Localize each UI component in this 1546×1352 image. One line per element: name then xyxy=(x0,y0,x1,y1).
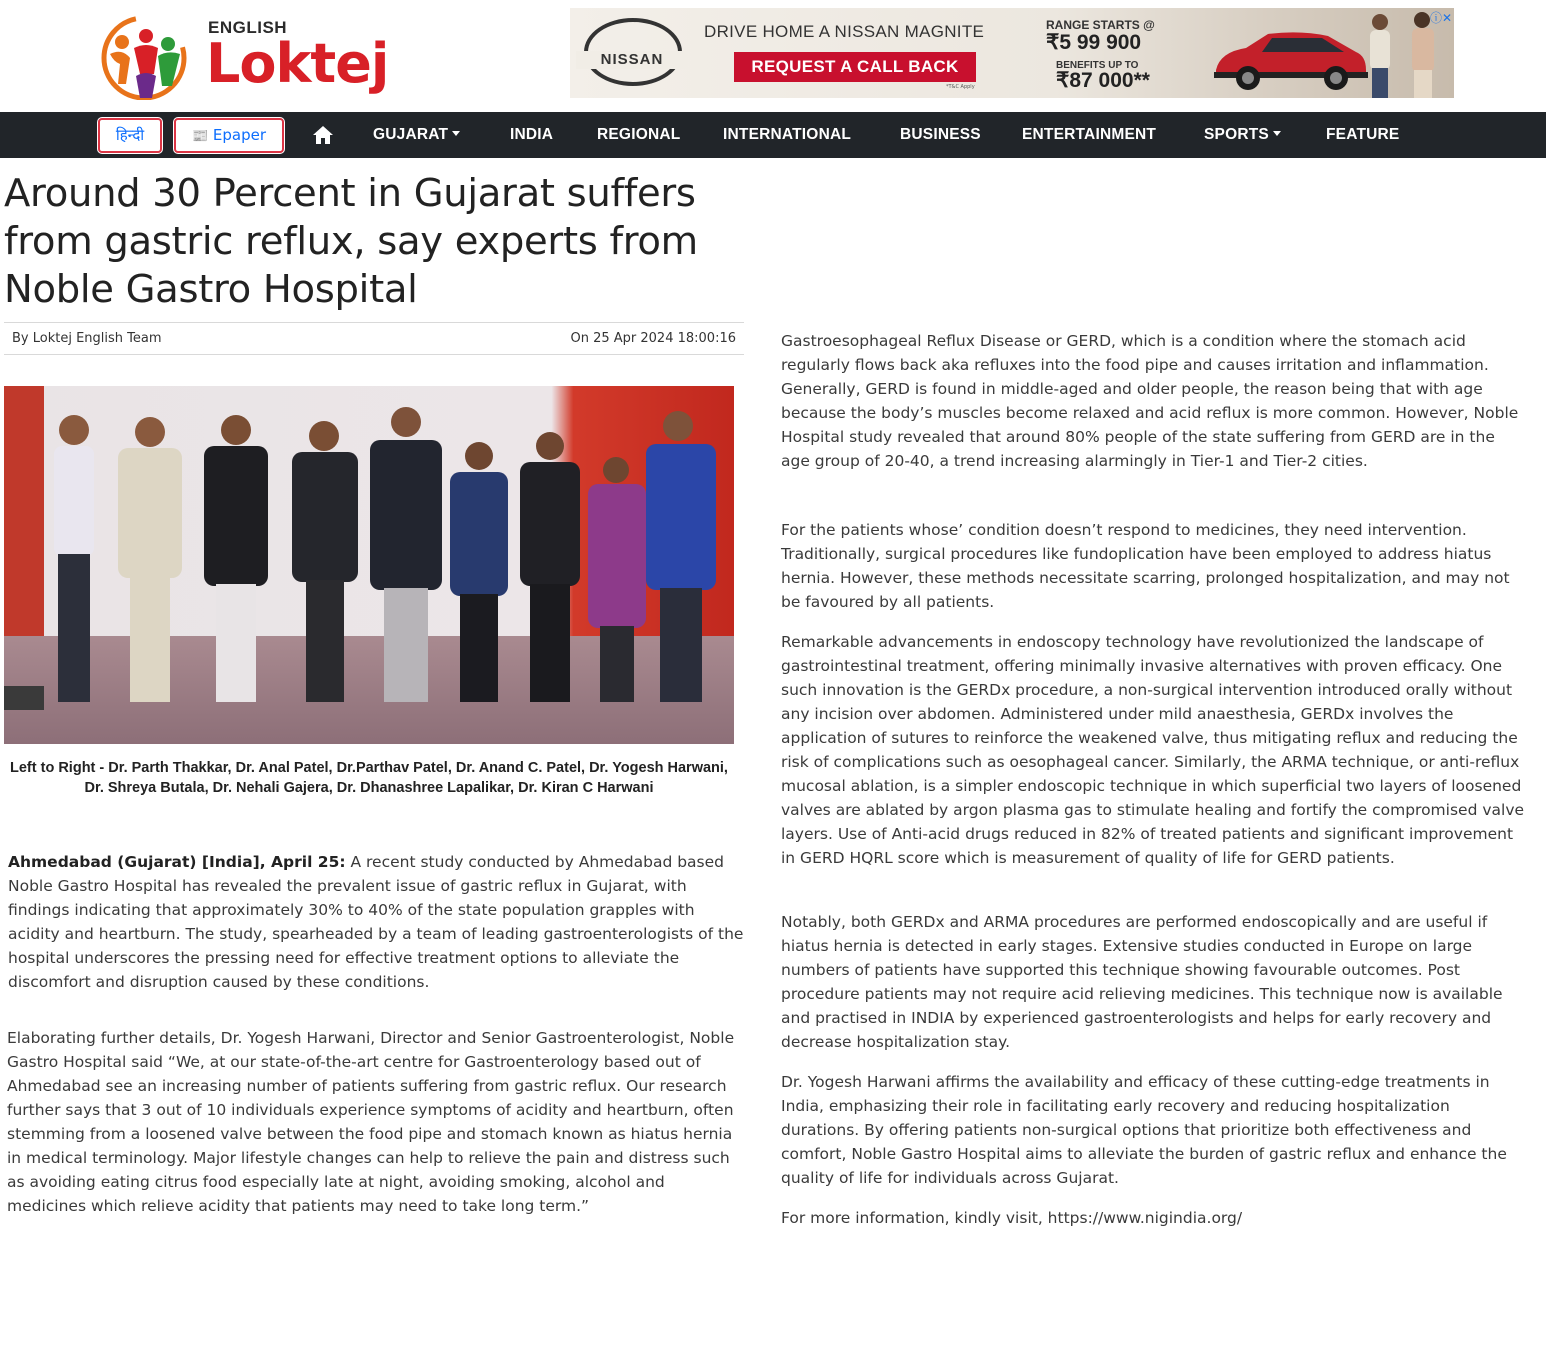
home-icon[interactable] xyxy=(312,125,334,145)
article-paragraph: Gastroesophageal Reflux Disease or GERD, which is a condition where the stomach acid regularly flows back aka refluxes into the food pipe and causes irritation and inflammation. Generally, GERD is found in middle-aged and older people, the reason being that with age because the body’s muscles become relaxed and acid reflux is more common. However, Noble Hospital study revealed that around 80% people of the state suffering from GERD are in the age group of 20-40, a trend increasing alarmingly in Tier-1 and Tier-2 cities. xyxy=(781,332,1519,470)
nav-gujarat-label: GUJARAT xyxy=(373,126,449,143)
site-header xyxy=(0,0,1546,112)
ad-headline: DRIVE HOME A NISSAN MAGNITE xyxy=(704,22,985,41)
article-date: On 25 Apr 2024 18:00:16 xyxy=(570,331,736,346)
ad-benefits-label: BENEFITS UP TO xyxy=(1056,60,1139,71)
epaper-label: Epaper xyxy=(212,126,267,144)
ad-choices-icon[interactable]: ⓘ✕ xyxy=(1429,11,1452,25)
hindi-button[interactable]: हिन्दी xyxy=(98,118,162,153)
logo-wordmark: Loktej xyxy=(206,32,389,95)
nav-feature[interactable]: FEATURE xyxy=(1326,126,1400,143)
article-title: Around 30 Percent in Gujarat suffers from gastric reflux, say experts from Noble Gastro Hospital xyxy=(4,171,698,312)
nav-entertainment[interactable]: ENTERTAINMENT xyxy=(1022,126,1157,143)
ad-brand-label: NISSAN xyxy=(576,51,688,69)
nav-business[interactable]: BUSINESS xyxy=(900,126,981,143)
article-dateline: Ahmedabad (Gujarat) [India], April 25: xyxy=(8,853,346,871)
article-photo xyxy=(4,386,734,744)
ad-request-call-button[interactable]: REQUEST A CALL BACK xyxy=(734,52,976,82)
logo-figures-icon xyxy=(96,14,192,100)
article-meta xyxy=(4,322,744,355)
chevron-down-icon xyxy=(1273,131,1281,136)
article-paragraph xyxy=(8,850,748,994)
main-nav xyxy=(0,112,1546,158)
nav-regional[interactable]: REGIONAL xyxy=(597,126,681,143)
nav-india[interactable]: INDIA xyxy=(510,126,554,143)
article-author: By Loktej English Team xyxy=(12,331,162,346)
ad-terms: *T&C Apply xyxy=(946,84,975,90)
nav-gujarat[interactable] xyxy=(373,112,460,158)
epaper-button[interactable] xyxy=(174,118,284,153)
ad-banner[interactable] xyxy=(570,8,1454,98)
nav-sports[interactable] xyxy=(1204,112,1281,158)
article-paragraph: Elaborating further details, Dr. Yogesh Harwani, Director and Senior Gastroenterologist, Noble Gastro Hospital said “We, at our state-of-the-art centre for Gastroenterology based out of Ahmedabad see an increasing number of patients suffering from gastric reflux. Our research further says that 3 out of 10 individuals experience symptoms of acidity and heartburn, often stemming from a loosened valve between the food pipe and stomach known as hiatus hernia in medical terminology. Major lifestyle changes can help to relieve the pain and distress such as avoiding eating citrus food especially late at night, avoiding smoking, alcohol and medicines which relieve acidity that patients may need to take long term.” xyxy=(7,1029,735,1215)
article-paragraph: Dr. Yogesh Harwani affirms the availability and efficacy of these cutting-edge treatments in India, emphasizing their role in facilitating early recovery and reducing hospitalization durations. By offering patients non-surgical options that prioritize both effectiveness and comfort, Noble Gastro Hospital aims to alleviate the burden of gastric reflux and enhance the quality of life for individuals across Gujarat. xyxy=(781,1073,1507,1187)
photo-caption: Left to Right - Dr. Parth Thakkar, Dr. Anal Patel, Dr.Parthav Patel, Dr. Anand C. Patel, Dr. Yogesh Harwani, Dr. Shreya Butala, Dr. Nehali Gajera, Dr. Dhanashree Lapalikar, Dr. Kiran C Harwani xyxy=(10,760,728,796)
site-logo[interactable] xyxy=(96,14,416,100)
article-paragraph: For the patients whose’ condition doesn’t respond to medicines, they need intervention. Traditionally, surgical procedures like fundoplication have been employed to address hiatus hernia. However, these methods necessitate scarring, prolonged hospitalization, and may not be favoured by all patients. xyxy=(781,521,1510,611)
chevron-down-icon xyxy=(452,131,460,136)
logo-english-label: ENGLISH xyxy=(208,18,288,37)
paragraph-text: A recent study conducted by Ahmedabad based Noble Gastro Hospital has revealed the prevalent issue of gastric reflux in Gujarat, with findings indicating that approximately 30% to 40% of the state population grapples with acidity and heartburn. The study, spearheaded by a team of leading gastroenterologists of the hospital underscores the pressing need for effective treatment options to alleviate the discomfort and disruption caused by these conditions. xyxy=(8,853,744,991)
article-paragraph: Notably, both GERDx and ARMA procedures are performed endoscopically and are useful if hiatus hernia is detected in early stages. Extensive studies conducted in Europe on large numbers of patients have supported this technique showing favourable outcomes. Post procedure patients may not require acid relieving medicines. This technique now is available and practised in INDIA by experienced gastroenterologists and helps for early recovery and decrease hospitalization stay. xyxy=(781,913,1503,1051)
ad-benefits-value: ₹87 000** xyxy=(1056,69,1150,92)
nav-international[interactable]: INTERNATIONAL xyxy=(723,126,852,143)
article-more-info[interactable]: For more information, kindly visit, https://www.nigindia.org/ xyxy=(781,1209,1243,1227)
newspaper-icon: 📰 xyxy=(191,129,209,144)
car-icon xyxy=(1210,26,1370,92)
ad-range-value: ₹5 99 900 xyxy=(1046,31,1142,54)
article-paragraph: Remarkable advancements in endoscopy technology have revolutionized the landscape of gastrointestinal treatment, offering minimally invasive alternatives with proven efficacy. One such innovation is the GERDx procedure, a non-surgical intervention introduced orally without any incision over abdomen. Administered under mild anaesthesia, GERDx involves the application of sutures to reinforce the weakened valve, thus mitigating reflux and reducing the risk of complications such as oesophageal cancer. Similarly, the ARMA technique, or anti-reflux mucosal ablation, is a simpler endoscopic technique in which superficial two layers of loosened valves are ablated by argon plasma gas to stimulate healing and fortify the compromised valve layers. Use of Anti-acid drugs reduced in 82% of treated patients and significant improvement in GERD HQRL score which is measurement of quality of life for GERD patients. xyxy=(781,633,1525,867)
ad-range-label: RANGE STARTS @ xyxy=(1046,18,1155,32)
nav-sports-label: SPORTS xyxy=(1204,126,1269,143)
